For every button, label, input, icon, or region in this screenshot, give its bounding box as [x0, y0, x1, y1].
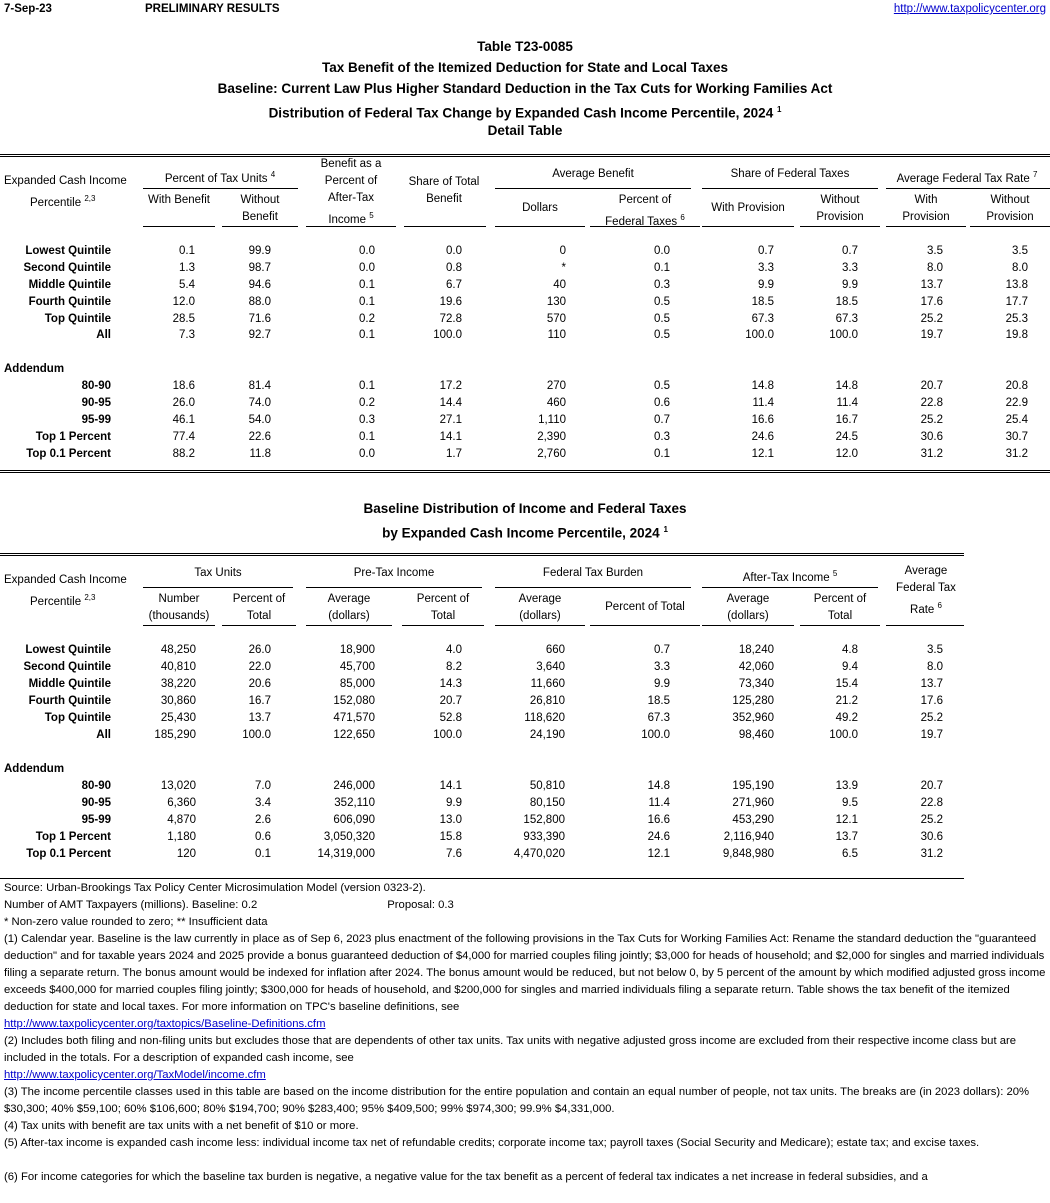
table-cell: 110 — [547, 329, 566, 341]
row-label: 80-90 — [81, 380, 111, 392]
table-cell: 3.3 — [842, 262, 858, 274]
table-subtitle: Distribution of Federal Tax Change by Expanded Cash Income Percentile, 2024 $^1$ — [268, 105, 782, 121]
table-cell: 19.7 — [920, 729, 943, 741]
table-cell: 73,340 — [738, 678, 774, 690]
row-label: Top 0.1 Percent — [26, 448, 111, 460]
table-cell: 19.6 — [439, 296, 462, 308]
table-cell: 0.6 — [255, 831, 271, 843]
table-cell: 0.7 — [654, 414, 670, 426]
table-cell: 72.8 — [439, 313, 462, 325]
table-cell: 0.1 — [654, 262, 670, 274]
table-cell: 30.6 — [920, 431, 943, 443]
table-baseline: Baseline: Current Law Plus Higher Standard Deduction in the Tax Cuts for Working Families Act — [217, 81, 833, 96]
table-cell: 22.8 — [920, 797, 943, 809]
table-cell: 2,116,940 — [723, 831, 774, 843]
table-cell: 1.7 — [446, 448, 462, 460]
t1-with-benefit-header: With Benefit — [148, 194, 210, 206]
table-cell: 1,110 — [538, 414, 566, 426]
table-cell: 3,640 — [536, 661, 565, 673]
table-cell: 1.3 — [179, 262, 195, 274]
t1-share-fed-header: Share of Federal Taxes — [730, 168, 850, 180]
table-cell: 52.8 — [439, 712, 462, 724]
table-cell: 4,870 — [167, 814, 196, 826]
table-cell: 0.1 — [654, 448, 670, 460]
table-cell: 7.3 — [179, 329, 195, 341]
table-cell: 12.1 — [647, 848, 670, 860]
table-cell: 28.5 — [172, 313, 195, 325]
amt-note: Number of AMT Taxpayers (millions). Baseline: 0.2 Proposal: 0.3 — [4, 899, 454, 911]
table-cell: 30,860 — [160, 695, 196, 707]
row-label: Second Quintile — [23, 661, 111, 673]
table-cell: 31.2 — [920, 448, 943, 460]
table-cell: 14.8 — [647, 780, 670, 792]
table-cell: 81.4 — [248, 380, 271, 392]
table-cell: 77.4 — [172, 431, 195, 443]
table2-title: Baseline Distribution of Income and Federal Taxes — [363, 501, 687, 516]
table-cell: 17.7 — [1005, 296, 1028, 308]
table-cell: 0.1 — [359, 380, 375, 392]
table-cell: 88.0 — [248, 296, 271, 308]
table-cell: 0.7 — [758, 245, 774, 257]
source-note: Source: Urban-Brookings Tax Policy Center Microsimulation Model (version 0323-2). — [4, 882, 426, 894]
table-cell: 4.8 — [842, 644, 858, 656]
row-label: Middle Quintile — [28, 678, 111, 690]
table-cell: 6.5 — [842, 848, 858, 860]
table-cell: 12.0 — [835, 448, 858, 460]
footnotes — [4, 880, 1048, 1186]
table-cell: 19.8 — [1005, 329, 1028, 341]
table-cell: 0.0 — [359, 262, 375, 274]
table-cell: 14.8 — [835, 380, 858, 392]
table-cell: 14,319,000 — [317, 848, 375, 860]
table-cell: 0.3 — [654, 279, 670, 291]
table-cell: 48,250 — [160, 644, 196, 656]
table-cell: 14.1 — [439, 431, 462, 443]
table-cell: 25.2 — [920, 712, 943, 724]
table-cell: 120 — [176, 848, 196, 860]
table1-bottom-rule — [0, 470, 1050, 473]
table-cell: 0.5 — [654, 329, 670, 341]
table-cell: 13.8 — [1005, 279, 1028, 291]
table-cell: 13.0 — [439, 814, 462, 826]
table-cell: 185,290 — [154, 729, 196, 741]
t2-aftertax-avg-header: Average (dollars) — [726, 593, 770, 622]
table-cell: 24.6 — [647, 831, 670, 843]
row-label: Fourth Quintile — [28, 695, 111, 707]
table-cell: 5.4 — [179, 279, 195, 291]
row-label: Top 1 Percent — [35, 831, 111, 843]
table-cell: 13.7 — [835, 831, 858, 843]
table-cell: 3.3 — [758, 262, 774, 274]
row-label: 80-90 — [81, 780, 111, 792]
t1-benefit-pct-header: Benefit as a Percent of After-Tax Income $^5$ — [320, 158, 382, 226]
table-cell: 18.5 — [751, 296, 774, 308]
row-label: Top 1 Percent — [35, 431, 111, 443]
table-cell: 7.0 — [255, 780, 271, 792]
table2-subtitle: by Expanded Cash Income Percentile, 2024 $^1$ — [382, 525, 668, 541]
table-cell: 0.1 — [255, 848, 271, 860]
table-cell: 0.3 — [359, 414, 375, 426]
table-cell: 22.8 — [920, 397, 943, 409]
table-cell: 3.5 — [927, 245, 943, 257]
table-cell: 67.3 — [751, 313, 774, 325]
row-label: Top Quintile — [44, 712, 111, 724]
table-cell: 6,360 — [167, 797, 196, 809]
footnote-5: (5) After-tax income is expanded cash income less: individual income tax net of refundable credits; corporate income tax; payroll taxes (Social Security and Medicare); estate tax; and excise taxes. — [4, 1137, 980, 1149]
row-label: Middle Quintile — [28, 279, 111, 291]
table-cell: 20.7 — [920, 780, 943, 792]
row-label: Top 0.1 Percent — [26, 848, 111, 860]
table-cell: 933,390 — [523, 831, 565, 843]
table1-top-rule — [0, 154, 1050, 157]
row-label: All — [96, 729, 111, 741]
table-cell: 13.9 — [835, 780, 858, 792]
table-cell: 471,570 — [333, 712, 375, 724]
table-cell: 2,760 — [537, 448, 566, 460]
table-cell: 11.4 — [648, 797, 670, 809]
t2-tax-units-header: Tax Units — [194, 567, 242, 579]
table-cell: 30.6 — [920, 831, 943, 843]
t2-number-header: Number (thousands) — [148, 593, 210, 622]
table-cell: 100.0 — [433, 729, 462, 741]
table-cell: 660 — [545, 644, 565, 656]
table-cell: 24.5 — [835, 431, 858, 443]
table-cell: 46.1 — [172, 414, 195, 426]
table-cell: 0.5 — [654, 380, 670, 392]
row-label: 90-95 — [81, 397, 111, 409]
table-cell: 80,150 — [529, 797, 565, 809]
table-cell: 22.9 — [1005, 397, 1028, 409]
nonzero-note: * Non-zero value rounded to zero; ** Insufficient data — [4, 916, 268, 928]
table-cell: 8.0 — [927, 661, 943, 673]
table-cell: 18.6 — [172, 380, 195, 392]
table-cell: 0.7 — [842, 245, 858, 257]
table-cell: * — [561, 262, 566, 274]
table-number: Table T23-0085 — [477, 39, 573, 54]
table-cell: 195,190 — [732, 780, 774, 792]
addendum-label: Addendum — [4, 363, 65, 375]
table2-top-rule — [0, 553, 964, 556]
table-cell: 20.7 — [920, 380, 943, 392]
footnote-2: (2) Includes both filing and non-filing units but excludes those that are dependents of other tax units. Tax units with negative adjusted gross income are excluded from their respective income class but are included in the totals. For a description of expanded cash income, see — [4, 1035, 1017, 1064]
t2-pretax-avg-header: Average (dollars) — [327, 593, 371, 622]
table-cell: 11.4 — [752, 397, 774, 409]
t2-fed-pct-header: Percent of Total — [605, 601, 685, 613]
table-cell: 9,848,980 — [722, 848, 774, 860]
table-cell: 40,810 — [160, 661, 196, 673]
table-cell: 20.6 — [248, 678, 271, 690]
footnote-3: (3) The income percentile classes used in this table are based on the income distribution for the entire population and contain an equal number of people, not tax units. The breaks are (in 2023 dollars): 20% $30,300; 40% $59,100; 60% $106,600; 80% $194,700; 90% $283,400; 95% $409,500; 99% $974,300; 99.9% $4,331,000. — [4, 1086, 1030, 1115]
table-cell: 98,460 — [738, 729, 774, 741]
table-cell: 0.6 — [654, 397, 670, 409]
row-label: All — [96, 329, 111, 341]
table-cell: 9.4 — [842, 661, 858, 673]
table-cell: 0.0 — [359, 448, 375, 460]
table-cell: 453,290 — [732, 814, 774, 826]
table-cell: 49.2 — [835, 712, 858, 724]
table-cell: 31.2 — [920, 848, 943, 860]
t2-avg-rate-header: Average Federal Tax Rate $^6$ — [896, 565, 956, 616]
table-cell: 22.0 — [248, 661, 271, 673]
row-label: Fourth Quintile — [28, 296, 111, 308]
t2-aftertax-pct-header: Percent of Total — [813, 593, 867, 622]
t1-rowhead: Expanded Cash Income Percentile $^{2,3}$ — [4, 175, 127, 209]
income-definition-link[interactable]: http://www.taxpolicycenter.org/TaxModel/income.cfm — [4, 1069, 266, 1081]
table-cell: 15.8 — [439, 831, 462, 843]
t2-pretax-header: Pre-Tax Income — [353, 567, 435, 579]
report-status: PRELIMINARY RESULTS — [145, 3, 280, 15]
table-cell: 0.7 — [654, 644, 670, 656]
table-cell: 31.2 — [1005, 448, 1028, 460]
table-cell: 3.5 — [1012, 245, 1028, 257]
table-cell: 3,050,320 — [323, 831, 375, 843]
table-cell: 4.0 — [446, 644, 462, 656]
table-cell: 25.3 — [1005, 313, 1028, 325]
table-cell: 21.2 — [835, 695, 858, 707]
table-cell: 606,090 — [333, 814, 375, 826]
table-cell: 2.6 — [255, 814, 271, 826]
table-cell: 20.8 — [1005, 380, 1028, 392]
table-cell: 100.0 — [242, 729, 271, 741]
table-cell: 26.0 — [172, 397, 195, 409]
table-cell: 17.6 — [920, 296, 943, 308]
footnote-1: (1) Calendar year. Baseline is the law currently in place as of Sep 6, 2023 plus enactment of the following provisions in the Tax Cuts for Working Families Act: Rename the standard deduction the "guaranteed deduction" and for taxable years 2024 and 2025 provide a bonus guaranteed deduction of $4,000 for married couples filing jointly; $3,000 for heads of household; and $2,000 for singles and married individuals filing a separate return. The bonus amount would be indexed for inflation after 2024. The bonus amount would be reduced, but not below 0, by 5 percent of the amount by which modified adjusted gross income exceeds $400,000 for married couples filing jointly; $300,000 for heads of household, and $200,000 for singles and married individuals filing a separate return. Table shows the tax benefit of the itemized deduction for state and local taxes. For more information on TPC's baseline definitions, see — [4, 933, 1046, 1013]
t1-rate-with-header: With Provision — [902, 194, 950, 223]
table-cell: 1,180 — [167, 831, 196, 843]
footnote-6: (6) For income categories for which the baseline tax burden is negative, a negative value for the tax benefit as a percent of federal tax indicates a net increase in federal subsidies, and a — [4, 1171, 928, 1183]
table-cell: 14.1 — [439, 780, 462, 792]
t2-aftertax-header: After-Tax Income $^5$ — [742, 569, 838, 584]
table-cell: 118,620 — [524, 712, 565, 724]
table-cell: 6.7 — [446, 279, 462, 291]
t1-dollars-header: Dollars — [522, 202, 558, 214]
table-cell: 18,900 — [339, 644, 375, 656]
table-cell: 271,960 — [732, 797, 774, 809]
table-cell: 3.5 — [927, 644, 943, 656]
table-cell: 460 — [546, 397, 566, 409]
table-cell: 11.4 — [836, 397, 858, 409]
t2-pretax-pct-header: Percent of Total — [416, 593, 470, 622]
t1-pct-fed-header: Percent of Federal Taxes $^6$ — [605, 194, 685, 228]
t1-rate-without-header: Without Provision — [986, 194, 1034, 223]
table-cell: 100.0 — [829, 329, 858, 341]
table-cell: 25.2 — [920, 313, 943, 325]
table-cell: 100.0 — [829, 729, 858, 741]
table-cell: 13.7 — [920, 279, 943, 291]
baseline-definitions-link[interactable]: http://www.taxpolicycenter.org/taxtopics/Baseline-Definitions.cfm — [4, 1018, 326, 1030]
row-label: 90-95 — [81, 797, 111, 809]
table-cell: 152,080 — [333, 695, 375, 707]
table-cell: 92.7 — [248, 329, 271, 341]
table-cell: 9.9 — [842, 279, 858, 291]
row-label: 95-99 — [81, 414, 111, 426]
table-cell: 570 — [546, 313, 566, 325]
table-cell: 8.0 — [1012, 262, 1028, 274]
table-cell: 15.4 — [835, 678, 858, 690]
table-cell: 0.1 — [359, 279, 375, 291]
table-detail-label: Detail Table — [487, 123, 563, 138]
table-cell: 20.7 — [439, 695, 462, 707]
t2-units-pct-header: Percent of Total — [232, 593, 286, 622]
table-cell: 100.0 — [745, 329, 774, 341]
table-cell: 25.2 — [920, 414, 943, 426]
t1-pct-units-header: Percent of Tax Units $^4$ — [164, 170, 276, 185]
table-cell: 16.6 — [751, 414, 774, 426]
table2-bottom-rule — [0, 878, 964, 879]
table-cell: 11,660 — [530, 678, 565, 690]
t1-avg-rate-header: Average Federal Tax Rate $^7$ — [896, 170, 1038, 185]
table-cell: 0.3 — [654, 431, 670, 443]
table-cell: 26.0 — [248, 644, 271, 656]
t1-without-benefit-header: Without Benefit — [240, 194, 280, 223]
report-date: 7-Sep-23 — [4, 3, 52, 15]
row-label: Lowest Quintile — [25, 644, 111, 656]
table-cell: 352,110 — [334, 797, 375, 809]
table-cell: 13.7 — [248, 712, 271, 724]
table-cell: 74.0 — [248, 397, 271, 409]
table-cell: 0.0 — [359, 245, 375, 257]
table-cell: 0.0 — [654, 245, 670, 257]
table-cell: 98.7 — [248, 262, 271, 274]
table-cell: 94.6 — [248, 279, 271, 291]
table-cell: 0.1 — [359, 329, 375, 341]
table-cell: 12.1 — [751, 448, 774, 460]
table-cell: 24.6 — [751, 431, 774, 443]
table-cell: 19.7 — [920, 329, 943, 341]
table-cell: 38,220 — [160, 678, 196, 690]
table-cell: 0.5 — [654, 313, 670, 325]
table-cell: 100.0 — [641, 729, 670, 741]
table-cell: 125,280 — [732, 695, 774, 707]
table-cell: 14.3 — [439, 678, 462, 690]
table-cell: 27.1 — [439, 414, 462, 426]
table-title: Tax Benefit of the Itemized Deduction for State and Local Taxes — [321, 60, 729, 75]
table-cell: 12.0 — [172, 296, 195, 308]
table-cell: 18.5 — [647, 695, 670, 707]
table-cell: 2,390 — [537, 431, 566, 443]
t2-fed-burden-header: Federal Tax Burden — [542, 567, 644, 579]
t1-without-provision-header: Without Provision — [816, 194, 864, 223]
row-label: Lowest Quintile — [25, 245, 111, 257]
table-cell: 45,700 — [339, 661, 375, 673]
table-cell: 30.7 — [1005, 431, 1028, 443]
addendum-label: Addendum — [4, 763, 65, 775]
table-cell: 14.4 — [439, 397, 462, 409]
table-cell: 18,240 — [738, 644, 774, 656]
table-cell: 0.1 — [179, 245, 195, 257]
table-cell: 17.6 — [920, 695, 943, 707]
t2-fed-avg-header: Average (dollars) — [518, 593, 562, 622]
table-cell: 13.7 — [920, 678, 943, 690]
table-cell: 22.6 — [248, 431, 271, 443]
table-cell: 71.6 — [248, 313, 271, 325]
table-cell: 270 — [546, 380, 566, 392]
table-cell: 42,060 — [738, 661, 774, 673]
table-cell: 100.0 — [433, 329, 462, 341]
t2-rowhead: Expanded Cash Income Percentile $^{2,3}$ — [4, 574, 127, 608]
tpc-website-link[interactable]: http://www.taxpolicycenter.org — [893, 3, 1046, 15]
table-cell: 3.3 — [654, 661, 670, 673]
table-cell: 9.5 — [842, 797, 858, 809]
table-cell: 16.6 — [647, 814, 670, 826]
row-label: 95-99 — [81, 814, 111, 826]
table-cell: 88.2 — [172, 448, 195, 460]
table-cell: 85,000 — [339, 678, 375, 690]
table-cell: 0.1 — [359, 296, 375, 308]
table-cell: 0.5 — [654, 296, 670, 308]
table-cell: 0.8 — [446, 262, 462, 274]
t1-share-total-header: Share of Total Benefit — [408, 176, 480, 205]
footnote-4: (4) Tax units with benefit are tax units with a net benefit of $10 or more. — [4, 1120, 359, 1132]
table-cell: 0.2 — [359, 397, 375, 409]
table-cell: 54.0 — [248, 414, 271, 426]
table-cell: 67.3 — [835, 313, 858, 325]
table-cell: 4,470,020 — [513, 848, 565, 860]
table-cell: 9.9 — [446, 797, 462, 809]
table-cell: 67.3 — [647, 712, 670, 724]
table-cell: 26,810 — [529, 695, 565, 707]
t1-with-provision-header: With Provision — [711, 202, 785, 214]
table-cell: 152,800 — [523, 814, 565, 826]
table-cell: 12.1 — [835, 814, 858, 826]
table-cell: 130 — [546, 296, 566, 308]
table-cell: 7.6 — [446, 848, 462, 860]
table-cell: 0.1 — [359, 431, 375, 443]
table-cell: 8.0 — [927, 262, 943, 274]
table-cell: 246,000 — [333, 780, 375, 792]
table-cell: 9.9 — [758, 279, 774, 291]
table-cell: 40 — [553, 279, 566, 291]
table-cell: 25,430 — [160, 712, 196, 724]
table-cell: 0 — [559, 245, 566, 257]
table-cell: 17.2 — [439, 380, 462, 392]
table-cell: 0.2 — [359, 313, 375, 325]
table-cell: 24,190 — [529, 729, 565, 741]
table-cell: 25.4 — [1005, 414, 1028, 426]
table-cell: 18.5 — [835, 296, 858, 308]
row-label: Top Quintile — [44, 313, 111, 325]
table-cell: 9.9 — [654, 678, 670, 690]
table-cell: 122,650 — [333, 729, 375, 741]
t1-avg-benefit-header: Average Benefit — [552, 168, 634, 180]
table-cell: 11.8 — [249, 448, 271, 460]
table-cell: 16.7 — [248, 695, 271, 707]
row-label: Second Quintile — [23, 262, 111, 274]
table-cell: 99.9 — [248, 245, 271, 257]
table-cell: 8.2 — [446, 661, 462, 673]
table-cell: 14.8 — [751, 380, 774, 392]
table-cell: 3.4 — [255, 797, 271, 809]
table-cell: 25.2 — [920, 814, 943, 826]
table-cell: 352,960 — [732, 712, 774, 724]
table-cell: 0.0 — [446, 245, 462, 257]
table-cell: 13,020 — [160, 780, 196, 792]
table-cell: 16.7 — [835, 414, 858, 426]
table-cell: 50,810 — [529, 780, 565, 792]
